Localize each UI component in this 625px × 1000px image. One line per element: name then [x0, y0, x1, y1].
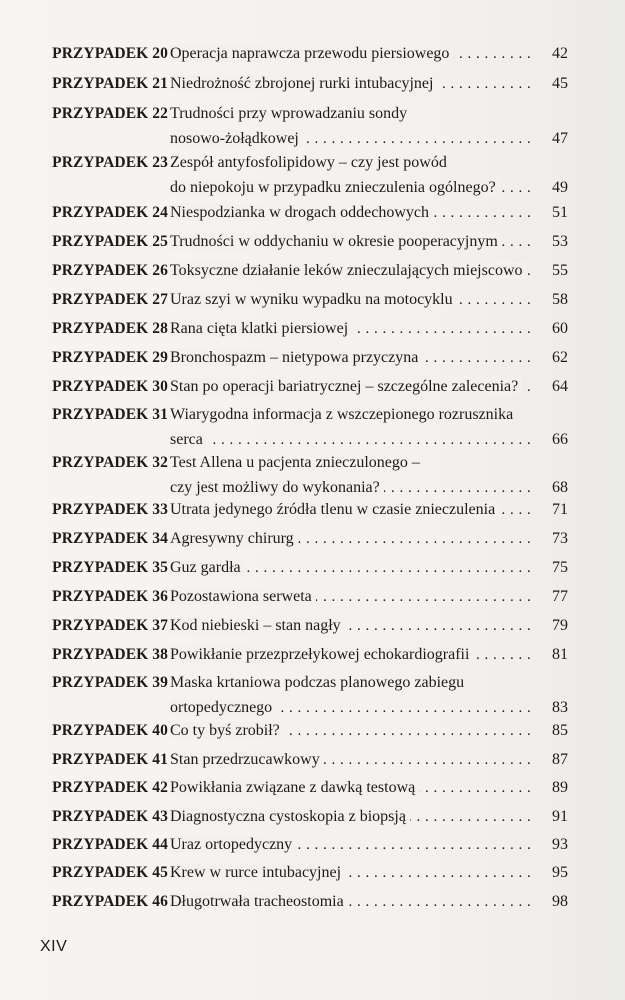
case-label: PRZYPADEK 38 — [52, 646, 168, 663]
page-number: 58 — [552, 291, 568, 308]
case-title-line: do niepokoju w przypadku znieczulenia ogólnego? — [170, 179, 500, 196]
case-title-line: Kod niebieski – stan nagły — [170, 617, 345, 634]
case-title-line: ortopedycznego — [170, 699, 276, 716]
case-title — [170, 557, 532, 582]
case-label: PRZYPADEK 26 — [52, 262, 168, 279]
case-title-line: Maska krtaniowa podczas planowego zabiegu — [170, 674, 468, 691]
case-label: PRZYPADEK 28 — [52, 320, 168, 337]
page-number: 79 — [552, 617, 568, 634]
case-title-line: Wiarygodna informacja z wszczepionego rozrusznika — [170, 406, 517, 423]
case-label: PRZYPADEK 33 — [52, 501, 168, 518]
case-title — [170, 615, 532, 640]
case-label: PRZYPADEK 24 — [52, 204, 168, 221]
case-title — [170, 777, 532, 802]
case-title — [170, 528, 532, 553]
case-title — [170, 749, 532, 774]
case-title — [170, 43, 532, 68]
page-number: 55 — [552, 262, 568, 279]
case-title-line: Operacja naprawcza przewodu piersiowego — [170, 45, 453, 62]
page-number: 91 — [552, 808, 568, 825]
page-number: 49 — [552, 179, 568, 196]
case-title — [170, 862, 532, 887]
case-title-line: Długotrwała tracheostomia — [170, 893, 348, 910]
case-label: PRZYPADEK 25 — [52, 233, 168, 250]
case-label: PRZYPADEK 37 — [52, 617, 168, 634]
page-number: 89 — [552, 779, 568, 796]
case-title-line: Powikłanie przezprzełykowej echokardiografii — [170, 646, 473, 663]
case-title-line: Bronchospazm – nietypowa przyczyna — [170, 349, 422, 366]
case-title — [170, 586, 532, 611]
case-title-line: Stan przedrzucawkowy — [170, 751, 324, 768]
page-number: 47 — [552, 130, 568, 147]
case-title-line: Rana cięta klatki piersiowej — [170, 320, 352, 337]
case-label: PRZYPADEK 23 — [52, 154, 168, 171]
case-title-line: Niespodzianka w drogach oddechowych — [170, 204, 433, 221]
case-label: PRZYPADEK 22 — [52, 105, 168, 122]
case-label: PRZYPADEK 42 — [52, 779, 168, 796]
case-title — [170, 376, 532, 401]
case-title — [170, 644, 532, 669]
case-title-line: serca — [170, 431, 207, 448]
page-number: 66 — [552, 431, 568, 448]
case-title — [170, 152, 532, 202]
case-label: PRZYPADEK 20 — [52, 45, 168, 62]
case-title — [170, 103, 532, 153]
case-label: PRZYPADEK 36 — [52, 588, 168, 605]
case-label: PRZYPADEK 43 — [52, 808, 168, 825]
case-title — [170, 347, 532, 372]
page-number: 73 — [552, 530, 568, 547]
case-label: PRZYPADEK 31 — [52, 406, 168, 423]
page-number: 77 — [552, 588, 568, 605]
page-number: 98 — [552, 893, 568, 910]
case-title-line: Uraz ortopedyczny — [170, 836, 296, 853]
case-label: PRZYPADEK 41 — [52, 751, 168, 768]
case-title-line: Stan po operacji bariatrycznej – szczególne zalecenia? — [170, 378, 522, 395]
case-title — [170, 202, 532, 227]
case-title-line: Pozostawiona serweta — [170, 588, 316, 605]
case-title — [170, 73, 532, 98]
case-label: PRZYPADEK 44 — [52, 836, 168, 853]
case-title — [170, 672, 532, 722]
case-title-line: Guz gardła — [170, 559, 245, 576]
page-number: 42 — [552, 45, 568, 62]
page-number: 83 — [552, 699, 568, 716]
case-title — [170, 318, 532, 343]
case-label: PRZYPADEK 45 — [52, 864, 168, 881]
case-label: PRZYPADEK 35 — [52, 559, 168, 576]
case-label: PRZYPADEK 21 — [52, 75, 168, 92]
case-label: PRZYPADEK 46 — [52, 893, 168, 910]
case-title — [170, 289, 532, 314]
case-title — [170, 404, 532, 454]
case-label: PRZYPADEK 34 — [52, 530, 168, 547]
page-number: 93 — [552, 836, 568, 853]
case-title — [170, 806, 532, 831]
case-label: PRZYPADEK 29 — [52, 349, 168, 366]
case-label: PRZYPADEK 27 — [52, 291, 168, 308]
case-title-line: Powikłania związane z dawką testową — [170, 779, 419, 796]
case-title-line: Uraz szyi w wyniku wypadku na motocyklu — [170, 291, 457, 308]
page-number: 51 — [552, 204, 568, 221]
page-number: 85 — [552, 722, 568, 739]
page-number: 71 — [552, 501, 568, 518]
case-label: PRZYPADEK 39 — [52, 674, 168, 691]
page-number: 62 — [552, 349, 568, 366]
page-number: 75 — [552, 559, 568, 576]
case-title-line: Zespół antyfosfolipidowy – czy jest powód — [170, 154, 451, 171]
page-number: 87 — [552, 751, 568, 768]
case-title-line: Agresywny chirurg — [170, 530, 298, 547]
case-title-line: Test Allena u pacjenta znieczulonego – — [170, 454, 424, 471]
page-number: 95 — [552, 864, 568, 881]
page-number: 64 — [552, 378, 568, 395]
case-title — [170, 260, 532, 285]
case-title — [170, 499, 532, 524]
page-folio: XIV — [40, 938, 68, 955]
case-label: PRZYPADEK 30 — [52, 378, 168, 395]
case-title — [170, 720, 532, 745]
case-title-line: Toksyczne działanie leków znieczulających miejscowo — [170, 262, 527, 279]
page-number: 53 — [552, 233, 568, 250]
case-label: PRZYPADEK 40 — [52, 722, 168, 739]
case-title — [170, 452, 532, 502]
case-title-line: czy jest możliwy do wykonania? — [170, 479, 384, 496]
case-title-line: Co ty byś zrobił? — [170, 722, 284, 739]
case-title-line: Trudności przy wprowadzaniu sondy — [170, 105, 411, 122]
page-number: 45 — [552, 75, 568, 92]
case-title-line: Niedrożność zbrojonej rurki intubacyjnej — [170, 75, 437, 92]
case-title-line: Diagnostyczna cystoskopia z biopsją — [170, 808, 410, 825]
case-title — [170, 891, 532, 916]
case-title-line: nosowo-żołądkowej — [170, 130, 303, 147]
case-title — [170, 231, 532, 256]
case-label: PRZYPADEK 32 — [52, 454, 168, 471]
case-title — [170, 834, 532, 859]
page-number: 60 — [552, 320, 568, 337]
case-title-line: Utrata jedynego źródła tlenu w czasie znieczulenia — [170, 501, 499, 518]
case-title-line: Krew w rurce intubacyjnej — [170, 864, 345, 881]
page-number: 68 — [552, 479, 568, 496]
case-title-line: Trudności w oddychaniu w okresie pooperacyjnym — [170, 233, 502, 250]
page-number: 81 — [552, 646, 568, 663]
